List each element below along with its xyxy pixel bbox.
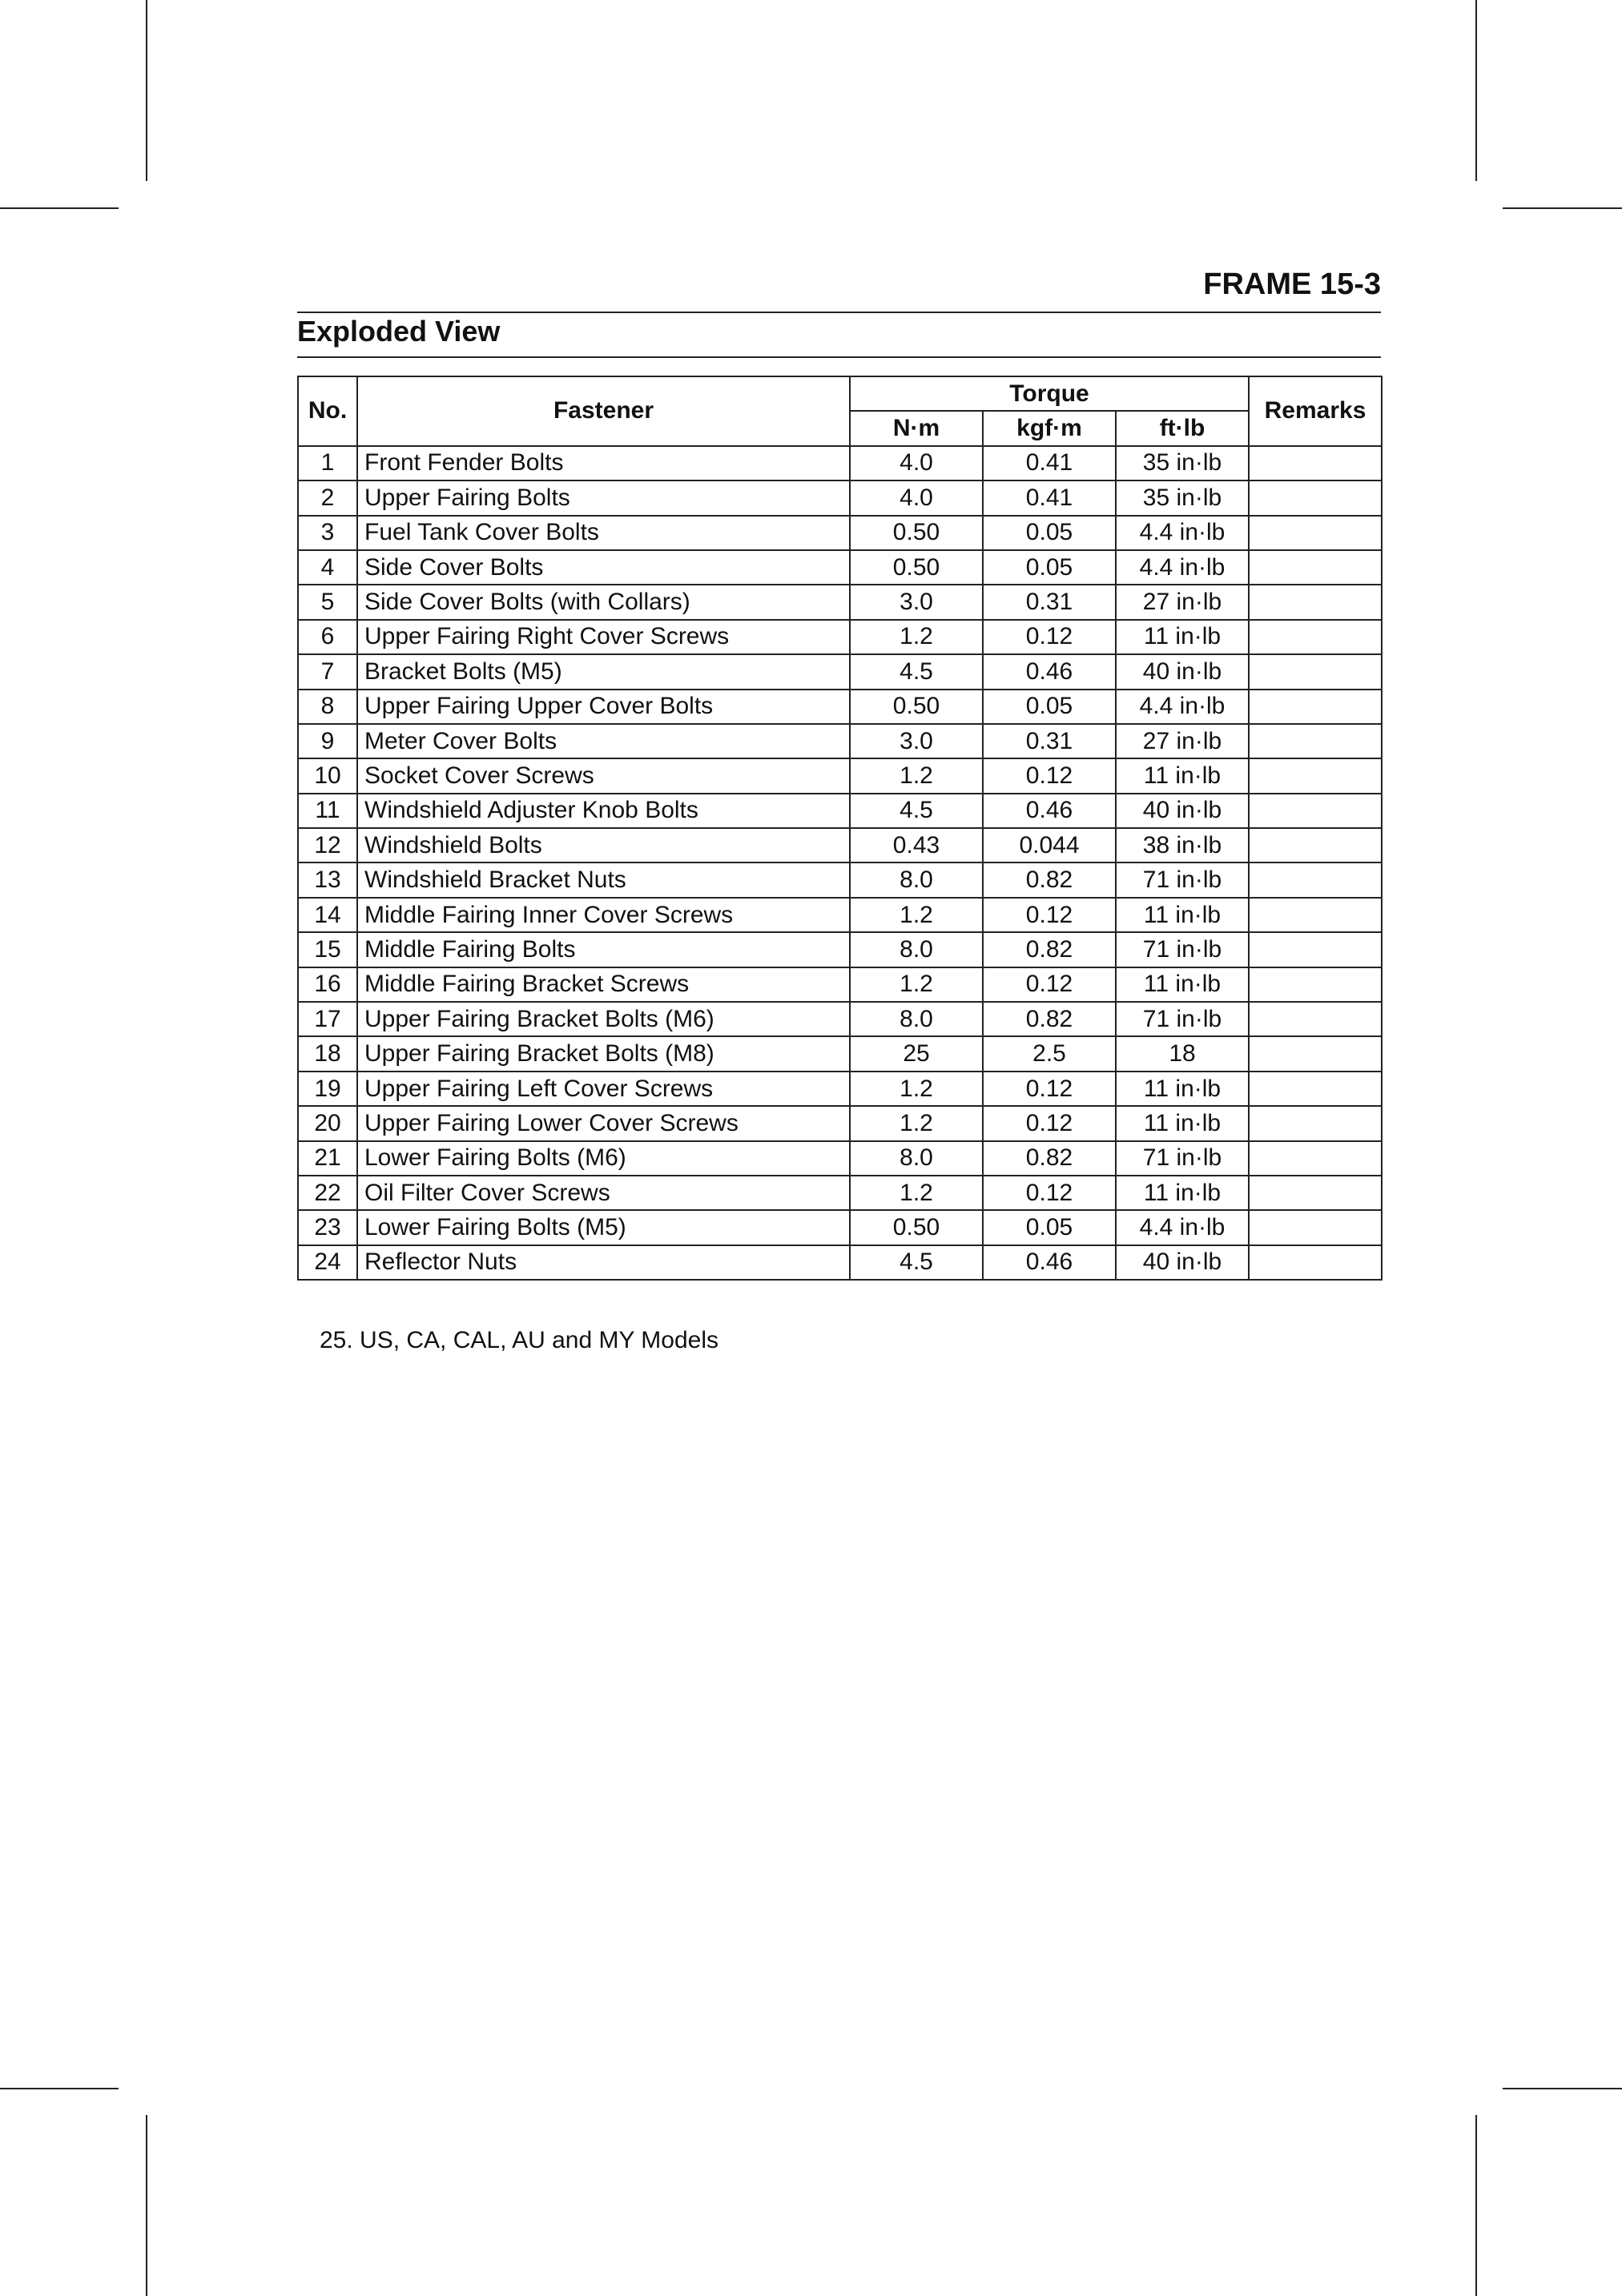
table-row [298, 620, 1382, 654]
cell-ftlb: 27 in·lb [1116, 585, 1249, 619]
cell-ftlb: 11 in·lb [1116, 967, 1249, 1002]
table-row [298, 863, 1382, 897]
cell-nm: 0.50 [850, 1210, 983, 1245]
cell-no: 17 [298, 1002, 357, 1036]
cell-kgfm: 0.46 [983, 654, 1116, 689]
cell-fastener: Middle Fairing Inner Cover Screws [357, 898, 850, 932]
cell-kgfm: 0.46 [983, 794, 1116, 828]
cell-kgfm: 0.05 [983, 550, 1116, 585]
cell-nm: 1.2 [850, 967, 983, 1002]
cell-fastener: Fuel Tank Cover Bolts [357, 516, 850, 550]
table-row [298, 481, 1382, 515]
cell-kgfm: 0.82 [983, 932, 1116, 967]
cell-remarks [1249, 1106, 1382, 1140]
cell-fastener: Upper Fairing Right Cover Screws [357, 620, 850, 654]
column-header-ftlb: ft·lb [1116, 411, 1249, 445]
cell-no: 7 [298, 654, 357, 689]
cell-kgfm: 0.044 [983, 828, 1116, 863]
cell-ftlb: 4.4 in·lb [1116, 690, 1249, 724]
cell-ftlb: 4.4 in·lb [1116, 516, 1249, 550]
column-header-kgfm: kgf·m [983, 411, 1116, 445]
cell-nm: 1.2 [850, 758, 983, 793]
cell-fastener: Bracket Bolts (M5) [357, 654, 850, 689]
cell-no: 23 [298, 1210, 357, 1245]
cell-remarks [1249, 620, 1382, 654]
cell-fastener: Upper Fairing Bracket Bolts (M8) [357, 1036, 850, 1071]
table-row [298, 794, 1382, 828]
table-row [298, 446, 1382, 481]
crop-mark-bottom-left-vertical [146, 2115, 147, 2296]
crop-mark-top-left-vertical [146, 0, 147, 181]
crop-mark-bottom-left-horizontal [0, 2088, 119, 2089]
cell-remarks [1249, 1176, 1382, 1210]
crop-mark-bottom-right-vertical [1475, 2115, 1477, 2296]
cell-fastener: Meter Cover Bolts [357, 724, 850, 758]
cell-remarks [1249, 863, 1382, 897]
cell-no: 1 [298, 446, 357, 481]
cell-kgfm: 0.12 [983, 1176, 1116, 1210]
cell-fastener: Upper Fairing Bracket Bolts (M6) [357, 1002, 850, 1036]
table-row [298, 585, 1382, 619]
table-row [298, 1002, 1382, 1036]
cell-ftlb: 71 in·lb [1116, 932, 1249, 967]
cell-kgfm: 0.12 [983, 1072, 1116, 1106]
cell-nm: 4.5 [850, 794, 983, 828]
cell-nm: 1.2 [850, 1176, 983, 1210]
cell-kgfm: 0.41 [983, 446, 1116, 481]
cell-fastener: Windshield Bracket Nuts [357, 863, 850, 897]
cell-no: 12 [298, 828, 357, 863]
table-row [298, 1072, 1382, 1106]
cell-no: 2 [298, 481, 357, 515]
table-header [298, 376, 1382, 446]
cell-kgfm: 0.05 [983, 1210, 1116, 1245]
cell-no: 21 [298, 1141, 357, 1176]
table-row [298, 1141, 1382, 1176]
cell-fastener: Middle Fairing Bracket Screws [357, 967, 850, 1002]
cell-ftlb: 71 in·lb [1116, 1141, 1249, 1176]
cell-fastener: Upper Fairing Bolts [357, 481, 850, 515]
cell-nm: 4.5 [850, 1245, 983, 1280]
cell-ftlb: 40 in·lb [1116, 1245, 1249, 1280]
cell-ftlb: 18 [1116, 1036, 1249, 1071]
cell-remarks [1249, 654, 1382, 689]
cell-fastener: Lower Fairing Bolts (M5) [357, 1210, 850, 1245]
cell-remarks [1249, 516, 1382, 550]
cell-no: 8 [298, 690, 357, 724]
cell-ftlb: 11 in·lb [1116, 1072, 1249, 1106]
cell-no: 10 [298, 758, 357, 793]
cell-ftlb: 11 in·lb [1116, 898, 1249, 932]
cell-remarks [1249, 967, 1382, 1002]
cell-no: 24 [298, 1245, 357, 1280]
table-row [298, 1106, 1382, 1140]
footnote: 25. US, CA, CAL, AU and MY Models [320, 1327, 719, 1353]
cell-fastener: Socket Cover Screws [357, 758, 850, 793]
cell-remarks [1249, 932, 1382, 967]
cell-no: 13 [298, 863, 357, 897]
cell-kgfm: 0.31 [983, 585, 1116, 619]
cell-kgfm: 0.12 [983, 898, 1116, 932]
cell-fastener: Lower Fairing Bolts (M6) [357, 1141, 850, 1176]
table-row [298, 758, 1382, 793]
cell-fastener: Middle Fairing Bolts [357, 932, 850, 967]
cell-nm: 0.50 [850, 690, 983, 724]
cell-kgfm: 0.12 [983, 967, 1116, 1002]
cell-ftlb: 35 in·lb [1116, 446, 1249, 481]
cell-ftlb: 11 in·lb [1116, 620, 1249, 654]
crop-mark-top-right-vertical [1475, 0, 1477, 181]
cell-ftlb: 11 in·lb [1116, 758, 1249, 793]
cell-fastener: Windshield Bolts [357, 828, 850, 863]
cell-fastener: Upper Fairing Lower Cover Screws [357, 1106, 850, 1140]
cell-remarks [1249, 1002, 1382, 1036]
cell-no: 22 [298, 1176, 357, 1210]
cell-fastener: Windshield Adjuster Knob Bolts [357, 794, 850, 828]
table-header-row-1 [298, 376, 1382, 411]
cell-kgfm: 0.12 [983, 620, 1116, 654]
cell-remarks [1249, 898, 1382, 932]
cell-nm: 0.50 [850, 550, 983, 585]
cell-remarks [1249, 1036, 1382, 1071]
cell-nm: 4.5 [850, 654, 983, 689]
cell-kgfm: 0.82 [983, 863, 1116, 897]
cell-kgfm: 0.12 [983, 1106, 1116, 1140]
cell-fastener: Oil Filter Cover Screws [357, 1176, 850, 1210]
cell-nm: 1.2 [850, 620, 983, 654]
cell-nm: 1.2 [850, 898, 983, 932]
cell-no: 4 [298, 550, 357, 585]
table-row [298, 1036, 1382, 1071]
cell-no: 14 [298, 898, 357, 932]
table-row [298, 550, 1382, 585]
cell-remarks [1249, 446, 1382, 481]
cell-remarks [1249, 1072, 1382, 1106]
cell-remarks [1249, 585, 1382, 619]
cell-nm: 3.0 [850, 585, 983, 619]
section-title: Exploded View [297, 315, 501, 348]
cell-remarks [1249, 1210, 1382, 1245]
cell-fastener: Side Cover Bolts [357, 550, 850, 585]
cell-ftlb: 4.4 in·lb [1116, 550, 1249, 585]
cell-remarks [1249, 828, 1382, 863]
crop-mark-top-left-horizontal [0, 207, 119, 209]
cell-no: 6 [298, 620, 357, 654]
cell-kgfm: 0.82 [983, 1002, 1116, 1036]
table-row [298, 1176, 1382, 1210]
cell-nm: 8.0 [850, 932, 983, 967]
cell-no: 5 [298, 585, 357, 619]
cell-no: 9 [298, 724, 357, 758]
cell-fastener: Upper Fairing Upper Cover Bolts [357, 690, 850, 724]
column-header-no: No. [298, 376, 357, 446]
cell-kgfm: 0.05 [983, 516, 1116, 550]
cell-remarks [1249, 690, 1382, 724]
cell-no: 18 [298, 1036, 357, 1071]
cell-remarks [1249, 1245, 1382, 1280]
cell-fastener: Reflector Nuts [357, 1245, 850, 1280]
cell-nm: 0.50 [850, 516, 983, 550]
table-row [298, 932, 1382, 967]
cell-ftlb: 38 in·lb [1116, 828, 1249, 863]
table-row [298, 654, 1382, 689]
cell-remarks [1249, 758, 1382, 793]
cell-fastener: Side Cover Bolts (with Collars) [357, 585, 850, 619]
cell-kgfm: 0.41 [983, 481, 1116, 515]
table-row [298, 1245, 1382, 1280]
cell-kgfm: 0.82 [983, 1141, 1116, 1176]
header-rule-bottom [297, 356, 1381, 358]
cell-nm: 0.43 [850, 828, 983, 863]
cell-nm: 4.0 [850, 481, 983, 515]
cell-ftlb: 71 in·lb [1116, 863, 1249, 897]
cell-ftlb: 40 in·lb [1116, 794, 1249, 828]
cell-kgfm: 2.5 [983, 1036, 1116, 1071]
cell-fastener: Upper Fairing Left Cover Screws [357, 1072, 850, 1106]
table-row [298, 828, 1382, 863]
cell-nm: 8.0 [850, 1141, 983, 1176]
table-row [298, 898, 1382, 932]
cell-remarks [1249, 794, 1382, 828]
cell-nm: 8.0 [850, 863, 983, 897]
cell-fastener: Front Fender Bolts [357, 446, 850, 481]
cell-ftlb: 27 in·lb [1116, 724, 1249, 758]
crop-mark-bottom-right-horizontal [1503, 2088, 1622, 2089]
cell-ftlb: 35 in·lb [1116, 481, 1249, 515]
cell-ftlb: 40 in·lb [1116, 654, 1249, 689]
cell-nm: 8.0 [850, 1002, 983, 1036]
cell-ftlb: 11 in·lb [1116, 1106, 1249, 1140]
cell-nm: 4.0 [850, 446, 983, 481]
column-header-remarks: Remarks [1249, 376, 1382, 446]
column-header-torque: Torque [850, 376, 1249, 411]
cell-no: 3 [298, 516, 357, 550]
cell-remarks [1249, 481, 1382, 515]
cell-kgfm: 0.46 [983, 1245, 1116, 1280]
crop-mark-top-right-horizontal [1503, 207, 1622, 209]
table-row [298, 690, 1382, 724]
cell-remarks [1249, 724, 1382, 758]
table-row [298, 516, 1382, 550]
cell-no: 15 [298, 932, 357, 967]
column-header-nm: N·m [850, 411, 983, 445]
table-row [298, 1210, 1382, 1245]
cell-nm: 1.2 [850, 1072, 983, 1106]
cell-kgfm: 0.31 [983, 724, 1116, 758]
cell-remarks [1249, 550, 1382, 585]
cell-no: 20 [298, 1106, 357, 1140]
cell-ftlb: 11 in·lb [1116, 1176, 1249, 1210]
cell-no: 11 [298, 794, 357, 828]
torque-table [297, 376, 1383, 1281]
cell-no: 16 [298, 967, 357, 1002]
cell-no: 19 [298, 1072, 357, 1106]
cell-kgfm: 0.12 [983, 758, 1116, 793]
cell-kgfm: 0.05 [983, 690, 1116, 724]
cell-nm: 25 [850, 1036, 983, 1071]
table-row [298, 724, 1382, 758]
cell-ftlb: 71 in·lb [1116, 1002, 1249, 1036]
table-row [298, 967, 1382, 1002]
cell-remarks [1249, 1141, 1382, 1176]
column-header-fastener: Fastener [357, 376, 850, 446]
cell-nm: 3.0 [850, 724, 983, 758]
cell-ftlb: 4.4 in·lb [1116, 1210, 1249, 1245]
cell-nm: 1.2 [850, 1106, 983, 1140]
table-body [298, 446, 1382, 1280]
page-label: FRAME 15-3 [1203, 267, 1381, 301]
